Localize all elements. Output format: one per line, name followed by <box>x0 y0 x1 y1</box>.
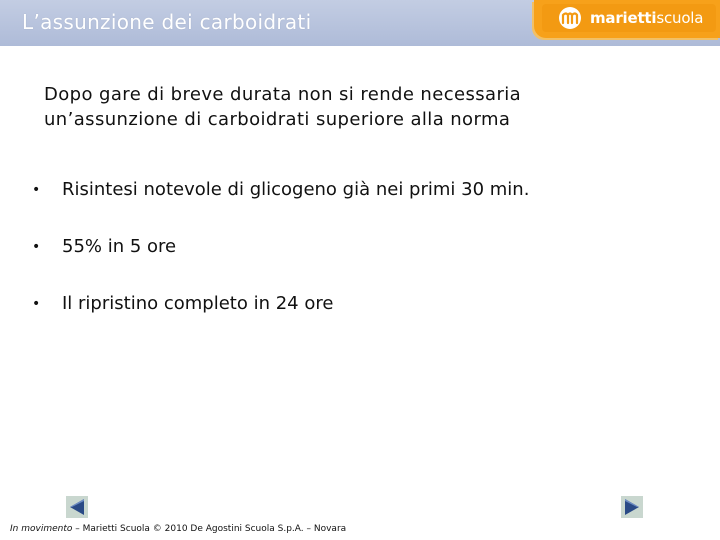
bullet-marker: • <box>32 182 41 198</box>
bullet-marker: • <box>32 239 41 255</box>
heading-line-2: un’assunzione di carboidrati superiore alla norma <box>44 109 511 130</box>
bullet-text: 55% in 5 ore <box>62 236 177 257</box>
marietti-logo-mark-icon <box>556 6 584 30</box>
bullet-text: Risintesi notevole di glicogeno già nei primi 30 min. <box>62 179 530 200</box>
logo-text-light: scuola <box>656 9 704 27</box>
slide-title: L’assunzione dei carboidrati <box>22 10 312 34</box>
logo-text-bold: marietti <box>590 9 657 27</box>
list-item <box>30 290 670 347</box>
list-item <box>30 233 670 290</box>
list-item <box>30 176 670 233</box>
heading-line-1: Dopo gare di breve durata non si rende necessaria <box>44 84 522 105</box>
triangle-right-icon <box>621 496 643 518</box>
triangle-left-icon <box>66 496 88 518</box>
bullet-marker: • <box>32 296 41 312</box>
logo-wordmark <box>590 9 703 27</box>
header-bar <box>0 0 720 46</box>
publisher-logo <box>534 0 720 38</box>
footer-credit <box>10 524 346 534</box>
bullet-text: Il ripristino completo in 24 ore <box>62 293 334 314</box>
footer-book-title: In movimento <box>10 524 73 534</box>
previous-slide-button[interactable] <box>66 496 88 518</box>
next-slide-button[interactable] <box>621 496 643 518</box>
slide-heading <box>44 82 664 132</box>
footer-copyright: – Marietti Scuola © 2010 De Agostini Scuola S.p.A. – Novara <box>72 524 347 534</box>
bullet-list <box>30 176 670 347</box>
